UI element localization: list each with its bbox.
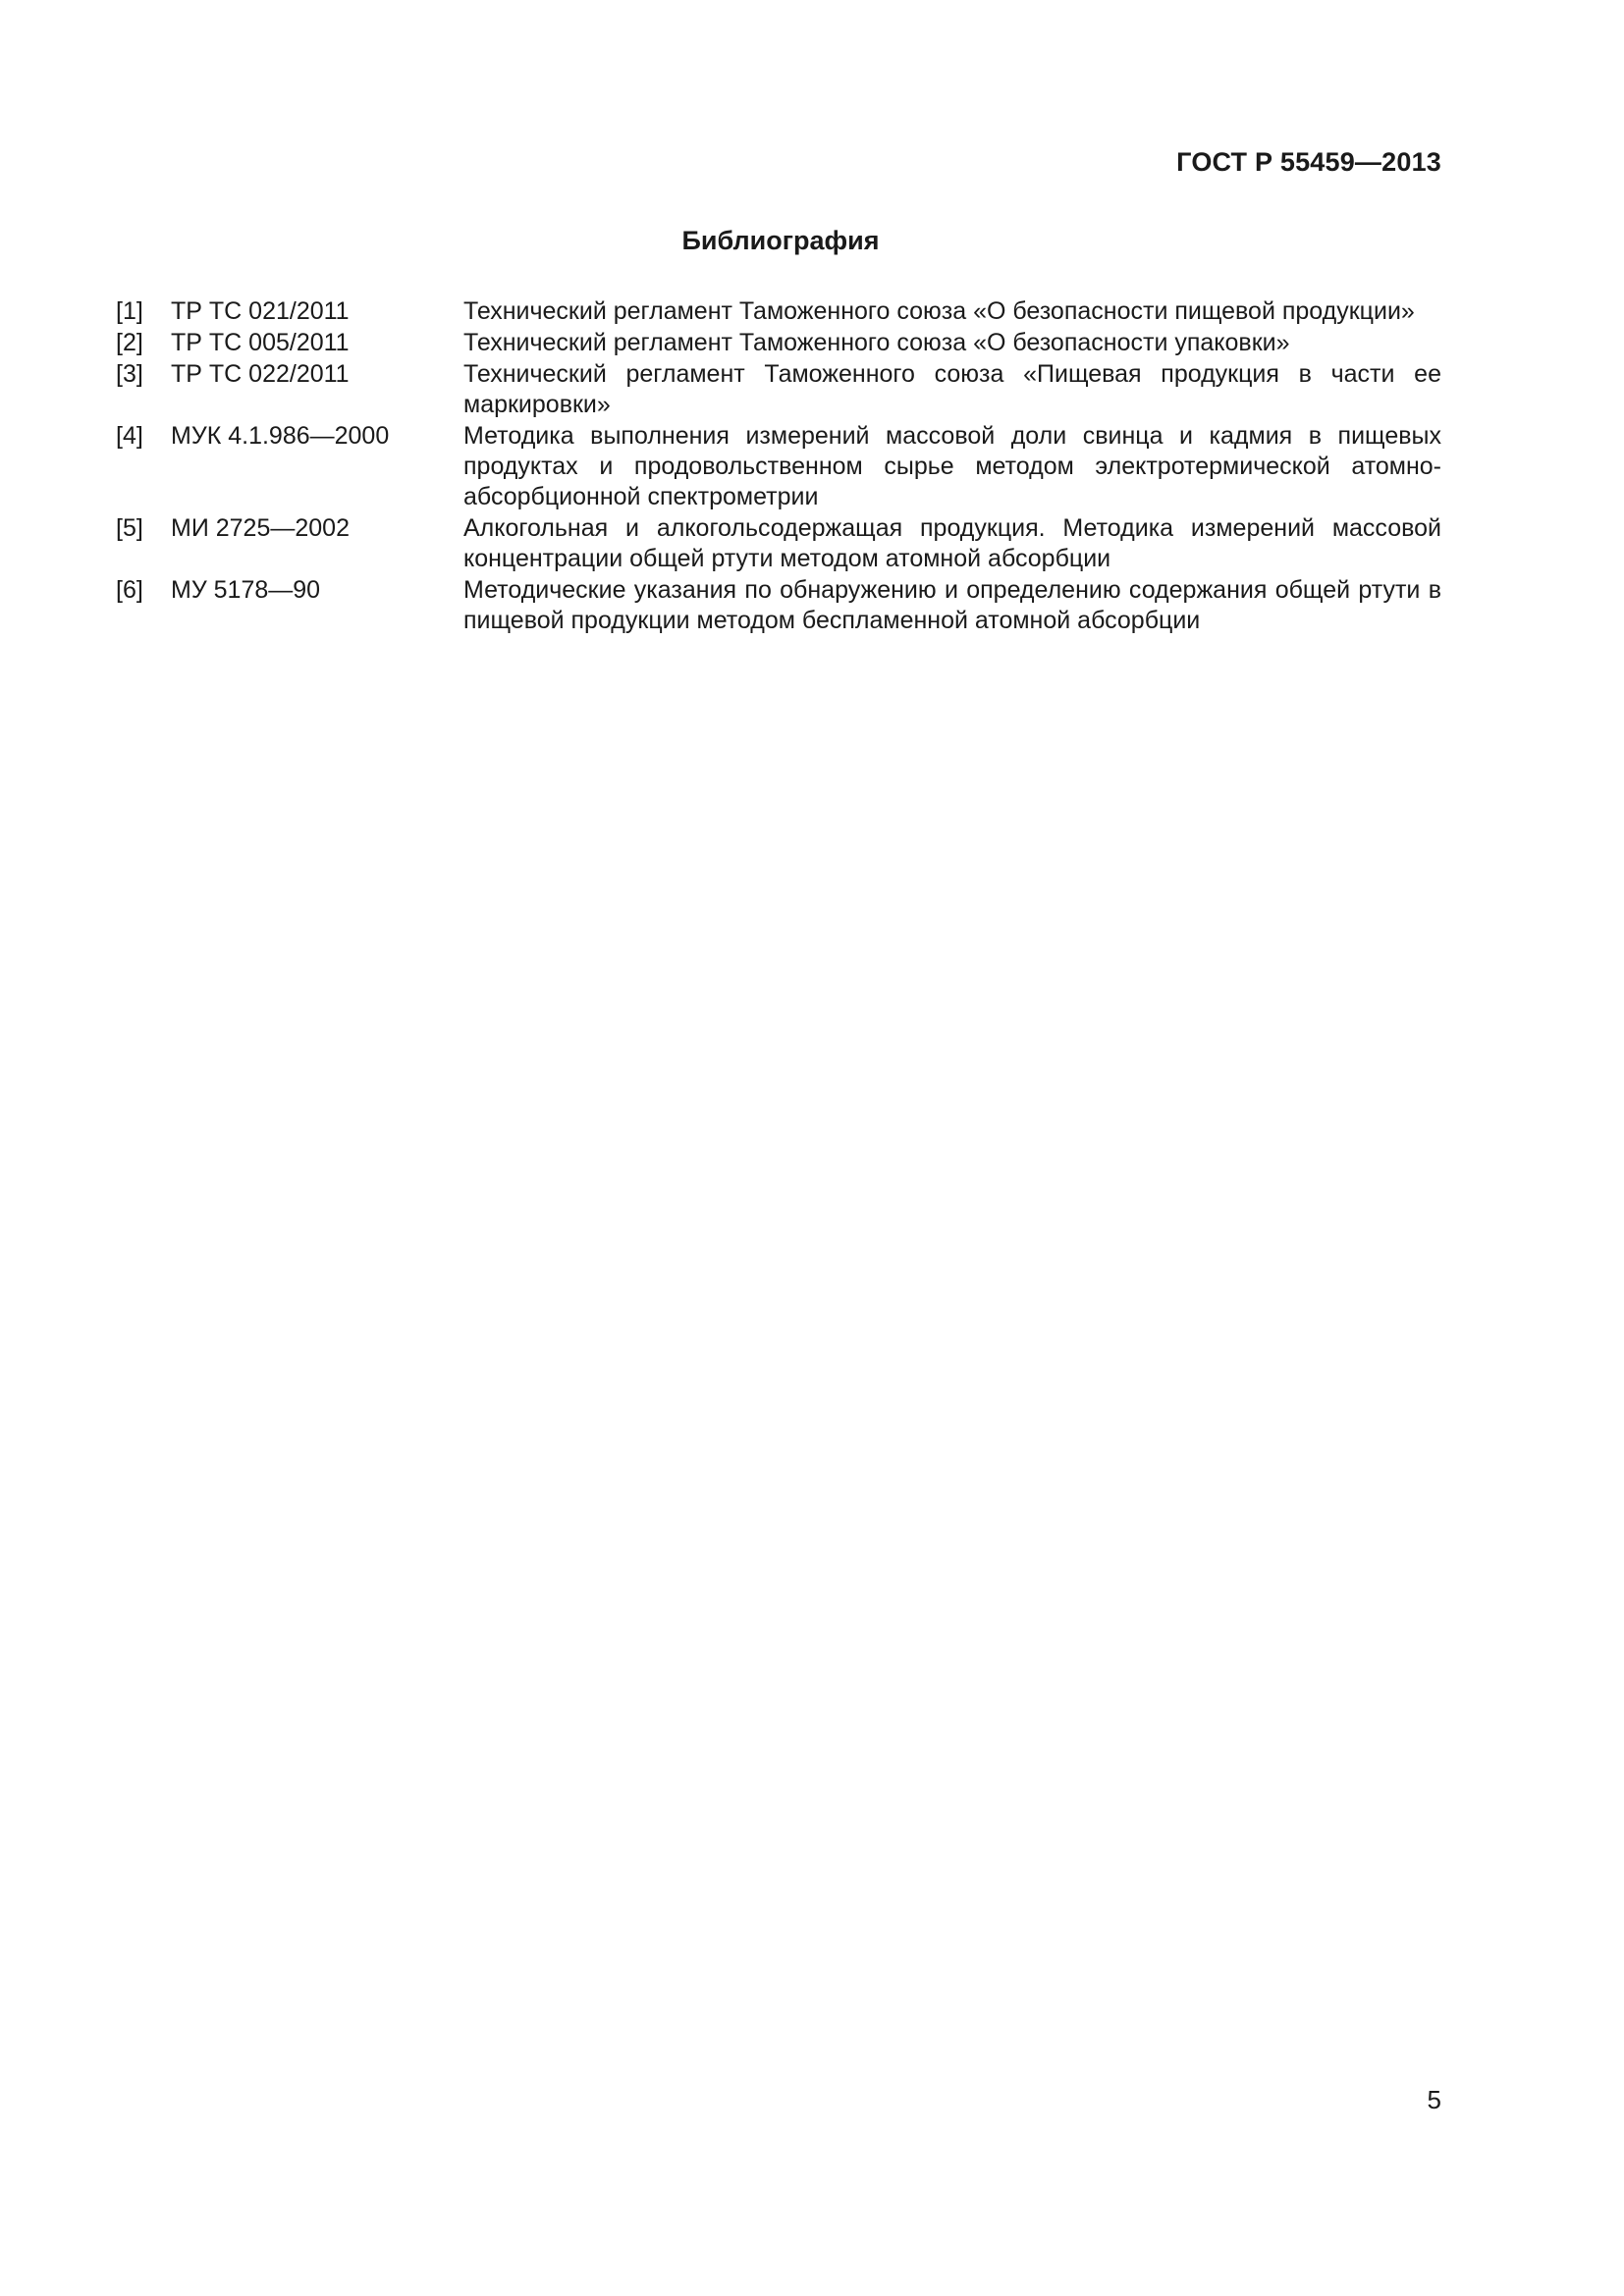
bibliography-entry <box>116 328 1441 359</box>
bibliography-list <box>116 296 1441 637</box>
entry-title: Методика выполнения измерений массовой доли свинца и кадмия в пищевых продуктах и продовольственном сырье методом электротермической атомно-абсорбционной спектрометрии <box>463 422 1441 510</box>
entry-number: [5] <box>116 514 143 542</box>
entry-number: [3] <box>116 360 143 388</box>
page-number: 5 <box>1427 2085 1441 2114</box>
entry-title: Технический регламент Таможенного союза «О безопасности упаковки» <box>463 329 1290 356</box>
entry-code: МИ 2725—2002 <box>171 514 350 542</box>
bibliography-entry <box>116 359 1441 421</box>
entry-title: Методические указания по обнаружению и определению содержания общей ртути в пищевой продукции методом беспламенной атомной абсорбции <box>463 576 1441 634</box>
entry-title: Алкогольная и алкогольсодержащая продукция. Методика измерений массовой концентрации общей ртути методом атомной абсорбции <box>463 514 1441 572</box>
bibliography-entry <box>116 296 1441 328</box>
entry-title: Технический регламент Таможенного союза «Пищевая продукция в части ее маркировки» <box>463 360 1441 418</box>
entry-number: [1] <box>116 297 143 325</box>
entry-code: ТР ТС 022/2011 <box>171 360 350 388</box>
section-title: Библиография <box>681 226 880 255</box>
entry-code: МУК 4.1.986—2000 <box>171 422 390 450</box>
entry-code: ТР ТС 021/2011 <box>171 297 350 325</box>
entry-number: [6] <box>116 576 143 604</box>
document-code: ГОСТ Р 55459—2013 <box>1176 147 1441 177</box>
entry-title: Технический регламент Таможенного союза «О безопасности пищевой продукции» <box>463 297 1415 325</box>
bibliography-entry <box>116 575 1441 637</box>
entry-code: ТР ТС 005/2011 <box>171 329 350 356</box>
bibliography-entry <box>116 513 1441 575</box>
entry-number: [4] <box>116 422 143 450</box>
entry-number: [2] <box>116 329 143 356</box>
bibliography-entry <box>116 421 1441 513</box>
entry-code: МУ 5178—90 <box>171 576 321 604</box>
